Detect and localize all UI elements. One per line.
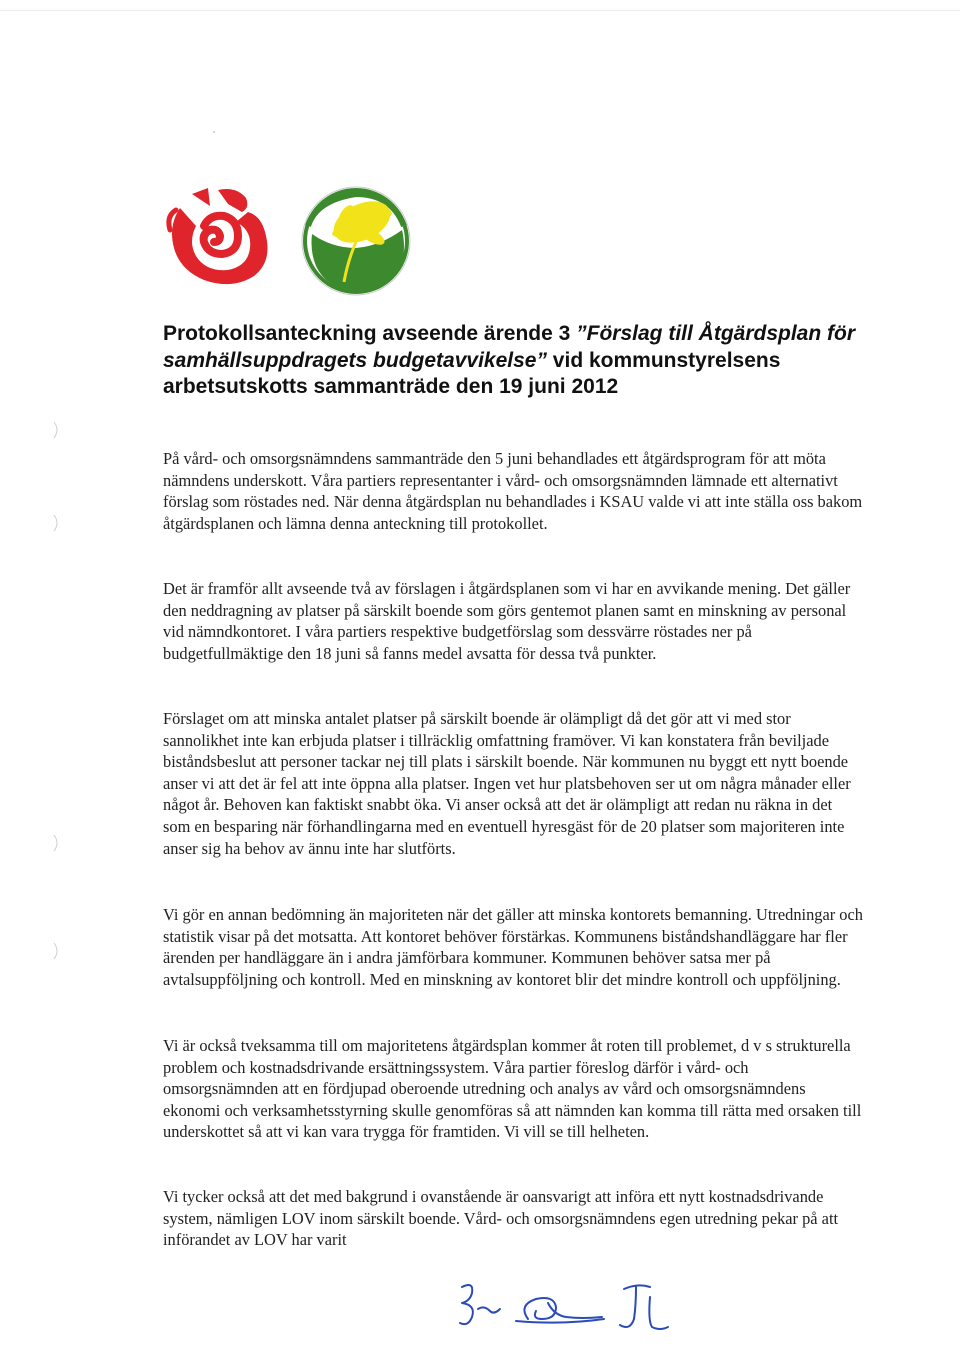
green-dandelion-logo-icon bbox=[302, 187, 410, 295]
margin-mark bbox=[52, 420, 62, 440]
paragraph-3: Förslaget om att minska antalet platser på särskilt boende är olämpligt då det gör att vi med stor sannolikhet inte kan erbjuda platser i tillräcklig omfattning framöver. Vi kan konstatera från beviljade biståndsbeslut att personer tackar nej till plats i särskilt boende. När kommunen nu byggt ett nytt boende anser vi att det är fel att inte öppna alla platser. Ingen vet hur platsbehoven ser ut om några månader eller något år. Behoven kan faktiskt snabbt öka. Vi anser också att det är olämpligt att redan nu räkna in det som en besparing när förhandlingarna med en eventuell hyresgäst för de 20 platser som majoriteren inte anser sig ha behov av ännu inte har slutförts. bbox=[163, 709, 851, 858]
paragraph-2: Det är framför allt avseende två av förslagen i åtgärdsplanen som vi har en avvikande mening. Det gäller den neddragning av platser på särskilt boende som görs gentemot planen samt en minskning av personal vid nämndkontoret. I våra partiers respektive budgetförslag som dessvärre röstades ner på budgetfullmäktige den 18 juni så fanns medel avsatta för dessa två punkter. bbox=[163, 579, 851, 663]
scan-speck bbox=[213, 131, 215, 133]
handwritten-initials bbox=[452, 1275, 672, 1335]
title-prefix: Protokollsanteckning avseende ärende 3 bbox=[163, 322, 577, 345]
paragraph-6: Vi tycker också att det med bakgrund i ovanstående är oansvarigt att införa ett nytt kostnadsdrivande system, nämligen LOV inom särskilt boende. Vård- och omsorgsnämndens egen utredning pekar på att införandet av LOV har varit bbox=[163, 1187, 839, 1250]
red-rose-logo-icon bbox=[169, 188, 268, 284]
top-edge-line bbox=[0, 10, 960, 11]
paragraph-5: Vi är också tveksamma till om majoritetens åtgärdsplan kommer åt roten till problemet, d v s strukturella problem och kostnadsdrivande ersättningssystem. Våra partier föreslog därför i vård- och omsorgsnämnden att en fördjupad oberoende utredning och analys av vård och omsorgsnämndens ekonomi och verksamhetsstyrning skulle genomföras så att nämnden kan komma till rätta med orsaken till underskottet så att vi kan vara trygga för framtiden. Vi vill se till helheten. bbox=[163, 1036, 862, 1142]
title-italic: ”Förslag till Åtgärdsplan för samhällsuppdragets budgetavvikelse” bbox=[163, 322, 856, 372]
margin-mark bbox=[52, 833, 62, 853]
document-title bbox=[163, 321, 863, 401]
margin-mark bbox=[52, 513, 62, 533]
paragraph-1: På vård- och omsorgsnämndens sammanträde den 5 juni behandlades ett åtgärdsprogram för att möta nämndens underskott. Våra partiers representanter i vård- och omsorgsnämnden lämnade ett alternativt förslag som röstades ned. När denna åtgärdsplan nu behandlades i KSAU valde vi att inte ställa oss bakom åtgärdsplanen och lämna denna anteckning till protokollet. bbox=[163, 449, 863, 533]
margin-mark bbox=[52, 941, 62, 961]
party-logos bbox=[166, 186, 416, 296]
paragraph-4: Vi gör en annan bedömning än majoriteten när det gäller att minska kontorets bemanning. Utredningar och statistik visar på det motsatta. Att kontoret behöver förstärkas. Kommunens biståndshandläggare har fler ärenden per handläggare än i andra jämförbara kommuner. Kommunen behöver satsa mer på avtalsuppföljning och kontroll. Med en minskning av kontoret blir det mindre kontroll och uppföljning. bbox=[163, 905, 863, 989]
title-suffix: vid kommunstyrelsens arbetsutskotts sammanträde den 19 juni 2012 bbox=[163, 348, 781, 398]
